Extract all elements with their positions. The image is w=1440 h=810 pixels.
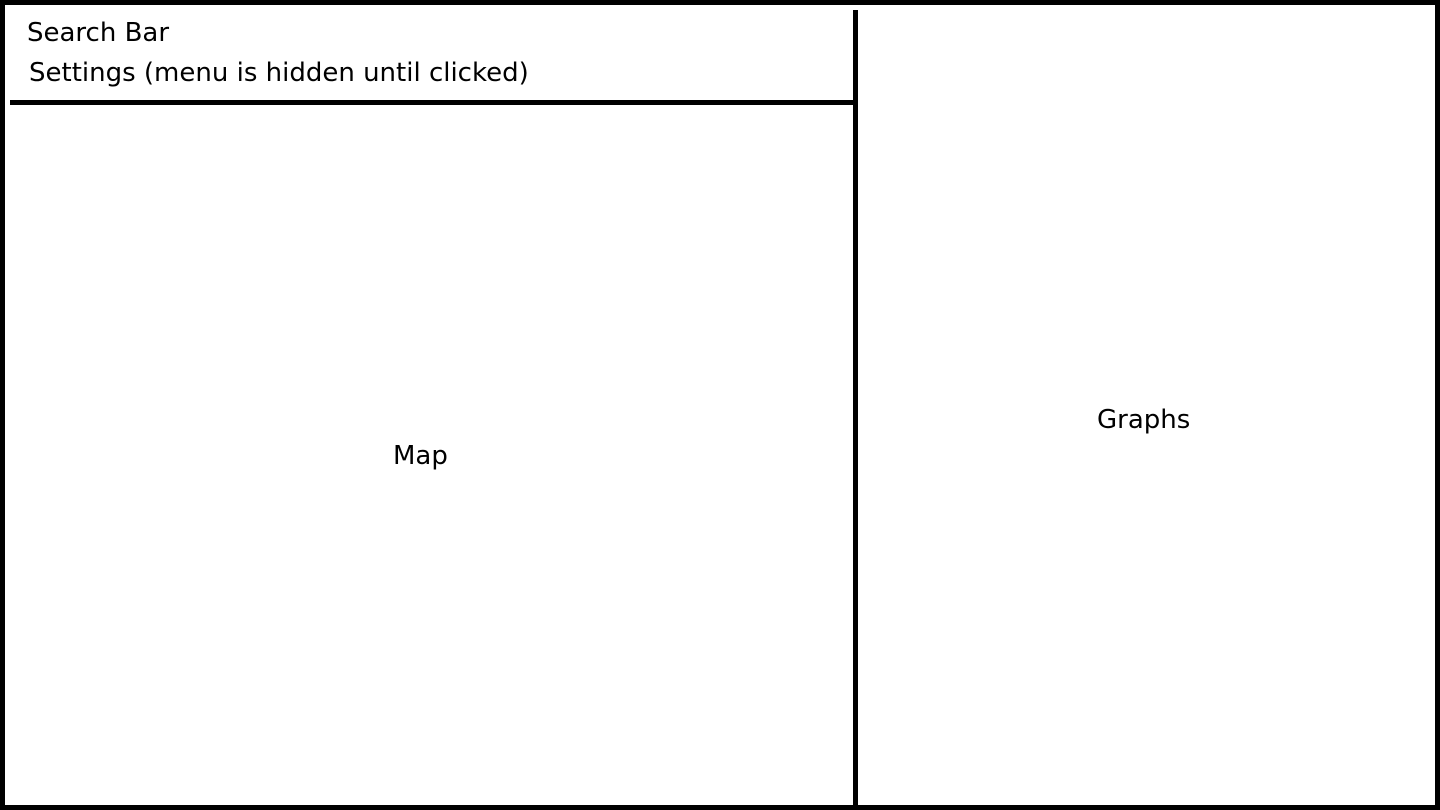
map-panel[interactable] (10, 105, 853, 810)
graphs-panel[interactable] (858, 10, 1440, 810)
search-bar[interactable]: Search Bar (27, 18, 170, 48)
top-controls-panel (10, 10, 853, 105)
settings-menu[interactable]: Settings (menu is hidden until clicked) (29, 58, 529, 88)
map-label: Map (393, 441, 448, 471)
graphs-label: Graphs (1097, 405, 1191, 435)
